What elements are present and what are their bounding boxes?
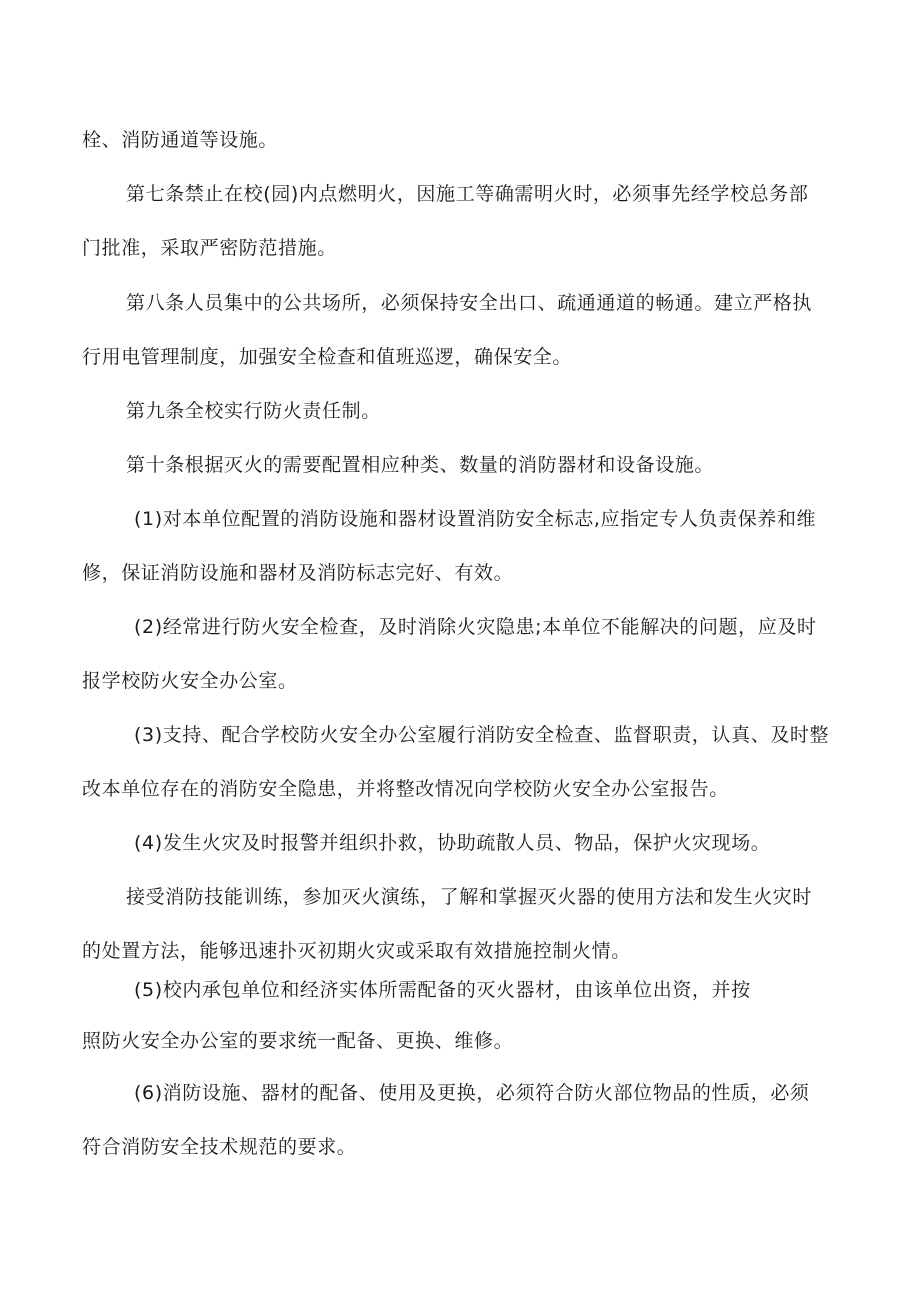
line-17: (5)校内承包单位和经济实体所需配备的灭火器材，由该单位出资，并按 <box>134 979 751 1001</box>
line-18: 照防火安全办公室的要求统一配备、更换、维修。 <box>82 1030 514 1052</box>
line-16: 的处置方法，能够迅速扑灭初期火灾或采取有效措施控制火情。 <box>82 940 631 962</box>
line-19: (6)消防设施、器材的配备、使用及更换，必须符合防火部位物品的性质，必须 <box>134 1082 810 1104</box>
line-09: 修，保证消防设施和器材及消防标志完好、有效。 <box>82 562 514 584</box>
line-20: 符合消防安全技术规范的要求。 <box>82 1136 357 1158</box>
line-08: (1)对本单位配置的消防设施和器材设置消防安全标志,应指定专人负责保养和维 <box>134 508 817 530</box>
line-13: 改本单位存在的消防安全隐患，并将整改情况向学校防火安全办公室报告。 <box>82 778 729 800</box>
line-05: 行用电管理制度，加强安全检查和值班巡逻，确保安全。 <box>82 346 573 368</box>
line-10: (2)经常进行防火安全检查，及时消除火灾隐患;本单位不能解决的问题，应及时 <box>134 616 817 638</box>
line-15: 接受消防技能训练，参加灭火演练，了解和掌握灭火器的使用方法和发生火灾时 <box>126 886 813 908</box>
line-02: 第七条禁止在校(园)内点燃明火，因施工等确需明火时，必须事先经学校总务部 <box>126 183 809 205</box>
line-06: 第九条全校实行防火责任制。 <box>126 400 381 422</box>
line-11: 报学校防火安全办公室。 <box>82 670 298 692</box>
line-03: 门批准，采取严密防范措施。 <box>82 237 337 259</box>
line-14: (4)发生火灾及时报警并组织扑救，协助疏散人员、物品，保护火灾现场。 <box>134 832 771 854</box>
line-04: 第八条人员集中的公共场所，必须保持安全出口、疏通通道的畅通。建立严格执 <box>126 292 813 314</box>
line-01: 栓、消防通道等设施。 <box>82 129 279 151</box>
line-07: 第十条根据灭火的需要配置相应种类、数量的消防器材和设备设施。 <box>126 454 715 476</box>
line-12: (3)支持、配合学校防火安全办公室履行消防安全检查、监督职责，认真、及时整 <box>134 724 830 746</box>
